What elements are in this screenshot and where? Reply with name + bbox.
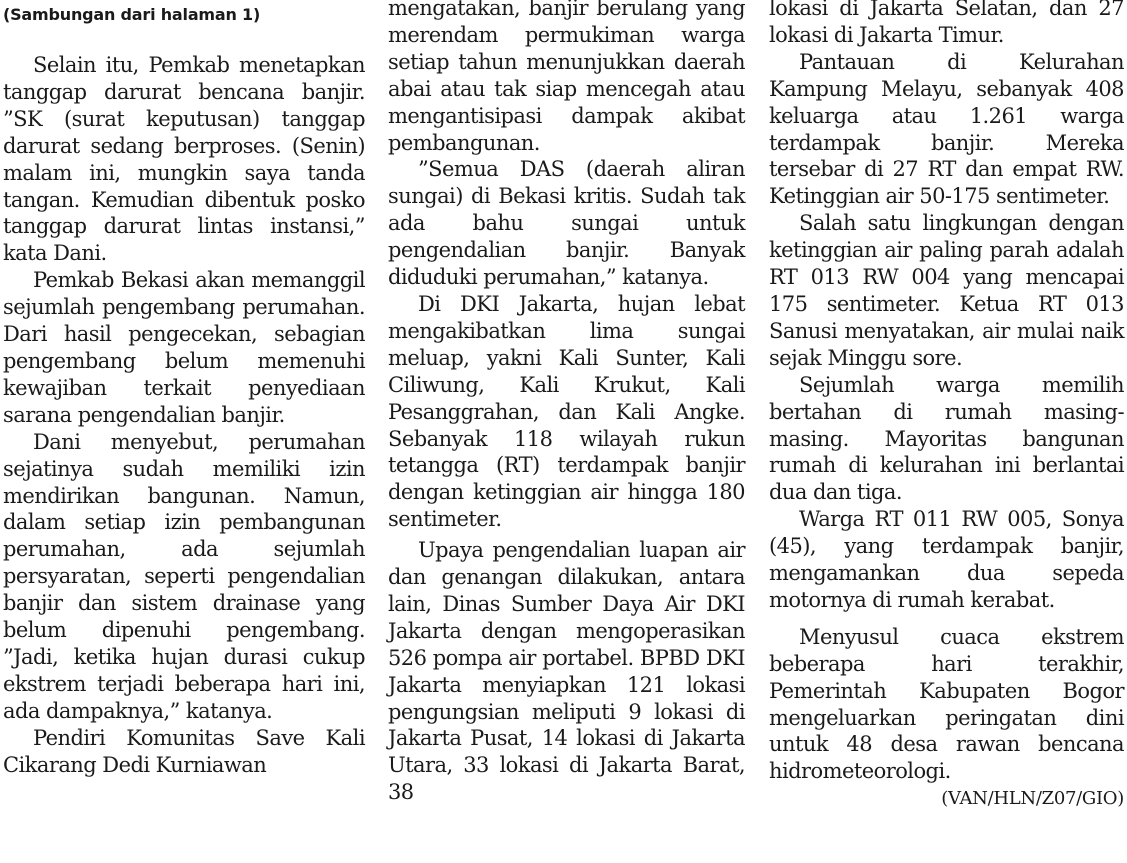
paragraph: Salah satu lingkungan dengan ketinggian air paling parah adalah RT 013 RW 004 yang mencapai 175 sentimeter. Ketua RT 013 Sanusi menyatakan, air mulai naik sejak Minggu sore. [769,211,1124,370]
byline-credit: (VAN/HLN/Z07/GIO) [941,788,1124,810]
column-1 [3,0,365,778]
paragraph: Selain itu, Pemkab menetapkan tanggap darurat bencana banjir. ”SK (surat keputusan) tanggap darurat sedang berproses. (Senin) malam ini, mungkin saya tanda tangan. Kemudian dibentuk posko tanggap darurat lintas instansi,” kata Dani. [3,53,365,266]
paragraph-continued: lokasi di Jakarta Selatan, dan 27 lokasi di Jakarta Timur. [769,0,1124,47]
column-3 [769,0,1124,811]
paragraph: ”Semua DAS (daerah aliran sungai) di Bekasi kritis. Sudah tak ada bahu sungai untuk pengendalian banjir. Banyak diduduki perumahan,” katanya. [388,157,745,290]
paragraph: Di DKI Jakarta, hujan lebat mengakibatkan lima sungai meluap, yakni Kali Sunter, Kali Ciliwung, Kali Krukut, Kali Pesanggrahan, dan Kali Angke. Sebanyak 118 wilayah rukun tetangga (RT) terdampak banjir dengan ketinggian air hingga 180 sentimeter. [388,291,745,532]
paragraph: Menyusul cuaca ekstrem beberapa hari terakhir, Pemerintah Kabupaten Bogor mengeluarkan peringatan dini untuk 48 desa rawan bencana hidrometeorologi. [769,624,1124,784]
paragraph: Upaya pengendalian luapan air dan genangan dilakukan, antara lain, Dinas Sumber Daya Air DKI Jakarta dengan mengoperasikan 526 pompa air portabel. BPBD DKI Jakarta menyiapkan 121 lokasi pengungsian meliputi 9 lokasi di Jakarta Pusat, 14 lokasi di Jakarta Utara, 33 lokasi di Jakarta Barat, 38 [388,538,745,805]
paragraph: Pendiri Komunitas Save Kali Cikarang Dedi Kurniawan [3,725,365,777]
paragraph: Pantauan di Kelurahan Kampung Melayu, sebanyak 408 keluarga atau 1.261 warga terdampak banjir. Mereka tersebar di 27 RT dan empat RW. Ketinggian air 50-175 sentimeter. [769,49,1124,209]
paragraph: Pemkab Bekasi akan memanggil sejumlah pengembang perumahan. Dari hasil pengecekan, sebagian pengembang belum memenuhi kewajiban terkait penyediaan sarana pengendalian banjir. [3,268,365,427]
paragraph: Warga RT 011 RW 005, Sonya (45), yang terdampak banjir, mengamankan dua sepeda motornya di rumah kerabat. [769,507,1124,612]
paragraph: Dani menyebut, perumahan sejatinya sudah memiliki izin mendirikan bangunan. Namun, dalam setiap izin pembangunan perumahan, ada sejumlah persyaratan, seperti pengendalian banjir dan sistem drainase yang belum dipenuhi pengembang. ”Jadi, ketika hujan durasi cukup ekstrem terjadi beberapa hari ini, ada dampaknya,” katanya. [3,429,365,723]
column-2 [388,0,745,806]
paragraph-continued: mengatakan, banjir berulang yang merendam permukiman warga setiap tahun menunjukkan daerah abai atau tak siap mencegah atau mengantisipasi dampak akibat pembangunan. [388,0,745,155]
continuation-note: (Sambungan dari halaman 1) [3,5,261,24]
paragraph: Sejumlah warga memilih bertahan di rumah masing-masing. Mayoritas bangunan rumah di kelurahan ini berlantai dua dan tiga. [769,372,1124,505]
